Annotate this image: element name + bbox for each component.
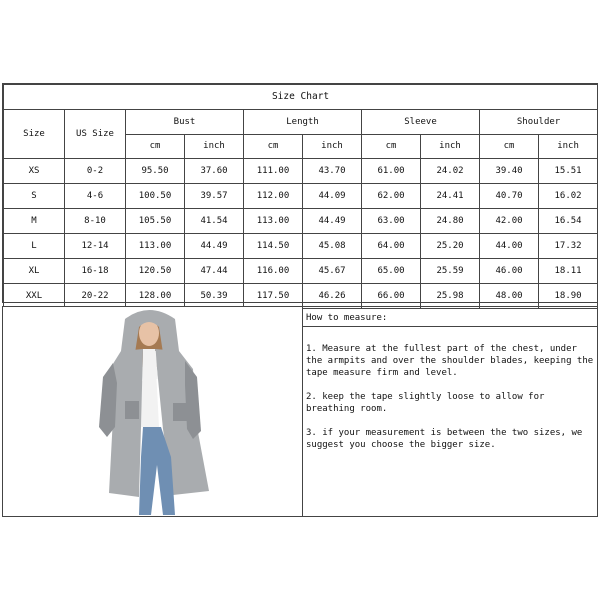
value-cell: 24.41 <box>421 184 480 209</box>
chart-title: Size Chart <box>4 85 598 110</box>
value-cell: 105.50 <box>126 209 185 234</box>
value-cell: 39.40 <box>480 159 539 184</box>
value-cell: 24.80 <box>421 209 480 234</box>
value-cell: 41.54 <box>185 209 244 234</box>
how-to-measure <box>303 307 597 516</box>
value-cell: 45.67 <box>303 259 362 284</box>
value-cell: 128.00 <box>126 284 185 309</box>
table-row <box>4 159 598 184</box>
value-cell: 111.00 <box>244 159 303 184</box>
header-size: Size <box>4 110 65 159</box>
value-cell: 65.00 <box>362 259 421 284</box>
model-in-long-hooded-coat-illustration <box>3 307 302 516</box>
size-cell: L <box>4 234 65 259</box>
unit-header: cm <box>362 135 421 159</box>
value-cell: 113.00 <box>244 209 303 234</box>
header-bust: Bust <box>126 110 244 135</box>
us-size-cell: 4-6 <box>65 184 126 209</box>
table-row <box>4 259 598 284</box>
value-cell: 43.70 <box>303 159 362 184</box>
value-cell: 18.11 <box>539 259 598 284</box>
value-cell: 16.54 <box>539 209 598 234</box>
instruction-item: 1. Measure at the fullest part of the chest, under the armpits and over the shoulder blades, keeping the tape measure firm and level. <box>306 344 594 378</box>
value-cell: 113.00 <box>126 234 185 259</box>
size-cell: M <box>4 209 65 234</box>
value-cell: 15.51 <box>539 159 598 184</box>
product-photo <box>3 307 303 516</box>
value-cell: 37.60 <box>185 159 244 184</box>
value-cell: 48.00 <box>480 284 539 309</box>
header-shoulder: Shoulder <box>480 110 598 135</box>
how-to-measure-instructions <box>303 327 597 463</box>
value-cell: 112.00 <box>244 184 303 209</box>
header-sleeve: Sleeve <box>362 110 480 135</box>
measure-panel <box>2 306 598 517</box>
value-cell: 120.50 <box>126 259 185 284</box>
value-cell: 44.00 <box>480 234 539 259</box>
us-size-cell: 16-18 <box>65 259 126 284</box>
value-cell: 46.26 <box>303 284 362 309</box>
value-cell: 64.00 <box>362 234 421 259</box>
value-cell: 62.00 <box>362 184 421 209</box>
how-to-measure-title: How to measure: <box>303 307 597 327</box>
value-cell: 44.49 <box>303 209 362 234</box>
value-cell: 17.32 <box>539 234 598 259</box>
value-cell: 95.50 <box>126 159 185 184</box>
value-cell: 114.50 <box>244 234 303 259</box>
value-cell: 39.57 <box>185 184 244 209</box>
value-cell: 18.90 <box>539 284 598 309</box>
us-size-cell: 8-10 <box>65 209 126 234</box>
size-cell: XS <box>4 159 65 184</box>
value-cell: 61.00 <box>362 159 421 184</box>
unit-header: cm <box>480 135 539 159</box>
unit-header: inch <box>303 135 362 159</box>
unit-header: inch <box>185 135 244 159</box>
size-chart <box>2 83 598 303</box>
value-cell: 44.09 <box>303 184 362 209</box>
value-cell: 25.98 <box>421 284 480 309</box>
value-cell: 63.00 <box>362 209 421 234</box>
unit-header: cm <box>244 135 303 159</box>
value-cell: 45.08 <box>303 234 362 259</box>
header-length: Length <box>244 110 362 135</box>
value-cell: 100.50 <box>126 184 185 209</box>
value-cell: 117.50 <box>244 284 303 309</box>
value-cell: 47.44 <box>185 259 244 284</box>
value-cell: 50.39 <box>185 284 244 309</box>
size-cell: XL <box>4 259 65 284</box>
instruction-item: 2. keep the tape slightly loose to allow for breathing room. <box>306 392 545 414</box>
table-row <box>4 284 598 309</box>
value-cell: 16.02 <box>539 184 598 209</box>
value-cell: 44.49 <box>185 234 244 259</box>
table-row <box>4 234 598 259</box>
value-cell: 24.02 <box>421 159 480 184</box>
us-size-cell: 12-14 <box>65 234 126 259</box>
unit-header: inch <box>421 135 480 159</box>
size-chart-table <box>3 84 598 309</box>
unit-header: inch <box>539 135 598 159</box>
value-cell: 25.59 <box>421 259 480 284</box>
table-row <box>4 209 598 234</box>
value-cell: 66.00 <box>362 284 421 309</box>
size-cell: XXL <box>4 284 65 309</box>
size-cell: S <box>4 184 65 209</box>
value-cell: 25.20 <box>421 234 480 259</box>
header-us-size: US Size <box>65 110 126 159</box>
value-cell: 116.00 <box>244 259 303 284</box>
instruction-item: 3. if your measurement is between the two sizes, we suggest you choose the bigger size. <box>306 428 583 450</box>
table-row <box>4 184 598 209</box>
us-size-cell: 0-2 <box>65 159 126 184</box>
value-cell: 40.70 <box>480 184 539 209</box>
value-cell: 42.00 <box>480 209 539 234</box>
value-cell: 46.00 <box>480 259 539 284</box>
us-size-cell: 20-22 <box>65 284 126 309</box>
unit-header: cm <box>126 135 185 159</box>
